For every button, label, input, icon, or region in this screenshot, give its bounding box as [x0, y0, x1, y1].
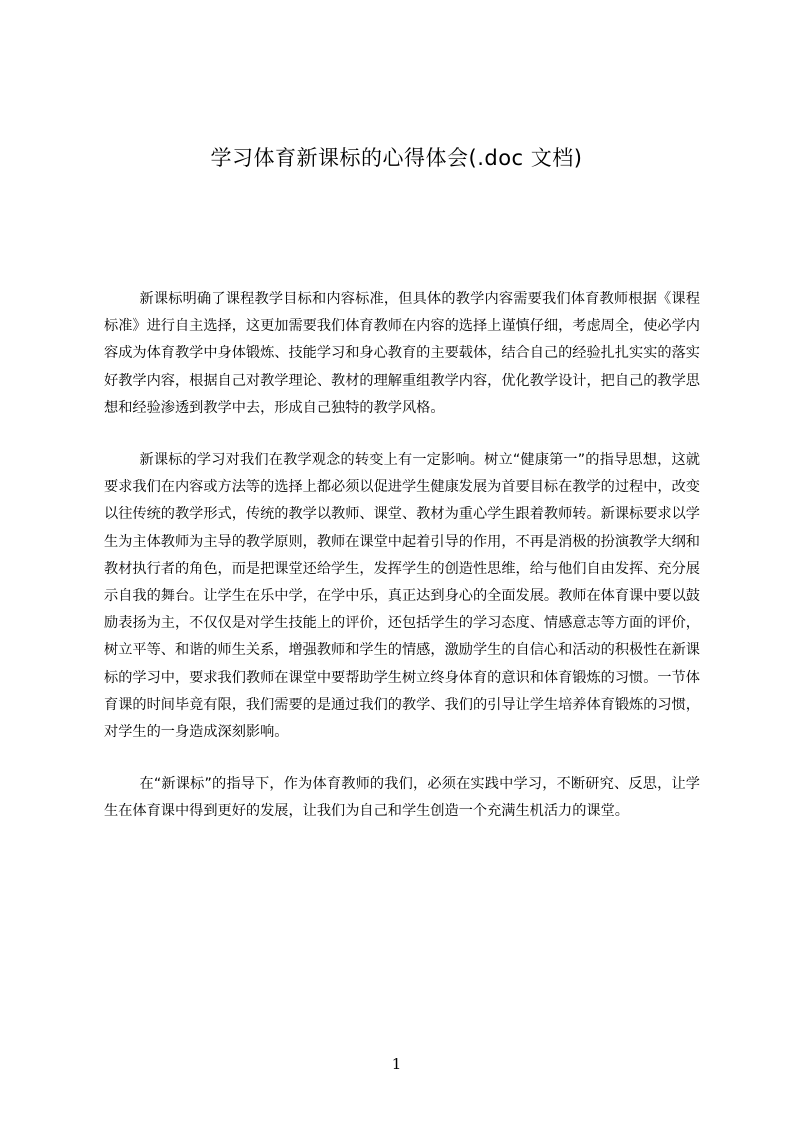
paragraph-2: 新课标的学习对我们在教学观念的转变上有一定影响。树立“健康第一”的指导思想，这就要求我们在内容或方法等的选择上都必须以促进学生健康发展为首要目标在教学的过程中，改变以往传统的教学形式，传统的教学以教师、课堂、教材为重心学生跟着教师转。新课标要求以学生为主体教师为主导的教学原则，教师在课堂中起着引导的作用，不再是消极的扮演教学大纲和教材执行者的角色，而是把课堂还给学生，发挥学生的创造性思维，给与他们自由发挥、充分展示自我的舞台。让学生在乐中学，在学中乐，真正达到身心的全面发展。教师在体育课中要以鼓励表扬为主，不仅仅是对学生技能上的评价，还包括学生的学习态度、情感意志等方面的评价，树立平等、和谐的师生关系，增强教师和学生的情感，激励学生的自信心和活动的积极性在新课标的学习中，要求我们教师在课堂中要帮助学生树立终身体育的意识和体育锻炼的习惯。一节体育课的时间毕竟有限，我们需要的是通过我们的教学、我们的引导让学生培养体育锻炼的习惯，对学生的一身造成深刻影响。 — [104, 452, 700, 741]
document-body — [104, 286, 700, 851]
paragraph-1: 新课标明确了课程教学目标和内容标准，但具体的教学内容需要我们体育教师根据《课程标准》进行自主选择，这更加需要我们体育教师在内容的选择上谨慎仔细，考虑周全，使必学内容成为体育教学中身体锻炼、技能学习和身心教育的主要载体，结合自己的经验扎扎实实的落实好教学内容，根据自己对教学理论、教材的理解重组教学内容，优化教学设计，把自己的教学思想和经验渗透到教学中去，形成自己独特的教学风格。 — [104, 291, 700, 416]
document-title: 学习体育新课标的心得体会(.doc 文档) — [210, 146, 583, 170]
paragraph-3: 在“新课标”的指导下，作为体育教师的我们，必须在实践中学习，不断研究、反思，让学生在体育课中得到更好的发展，让我们为自己和学生创造一个充满生机活力的课堂。 — [104, 776, 700, 820]
page-number: 1 — [391, 1055, 402, 1073]
